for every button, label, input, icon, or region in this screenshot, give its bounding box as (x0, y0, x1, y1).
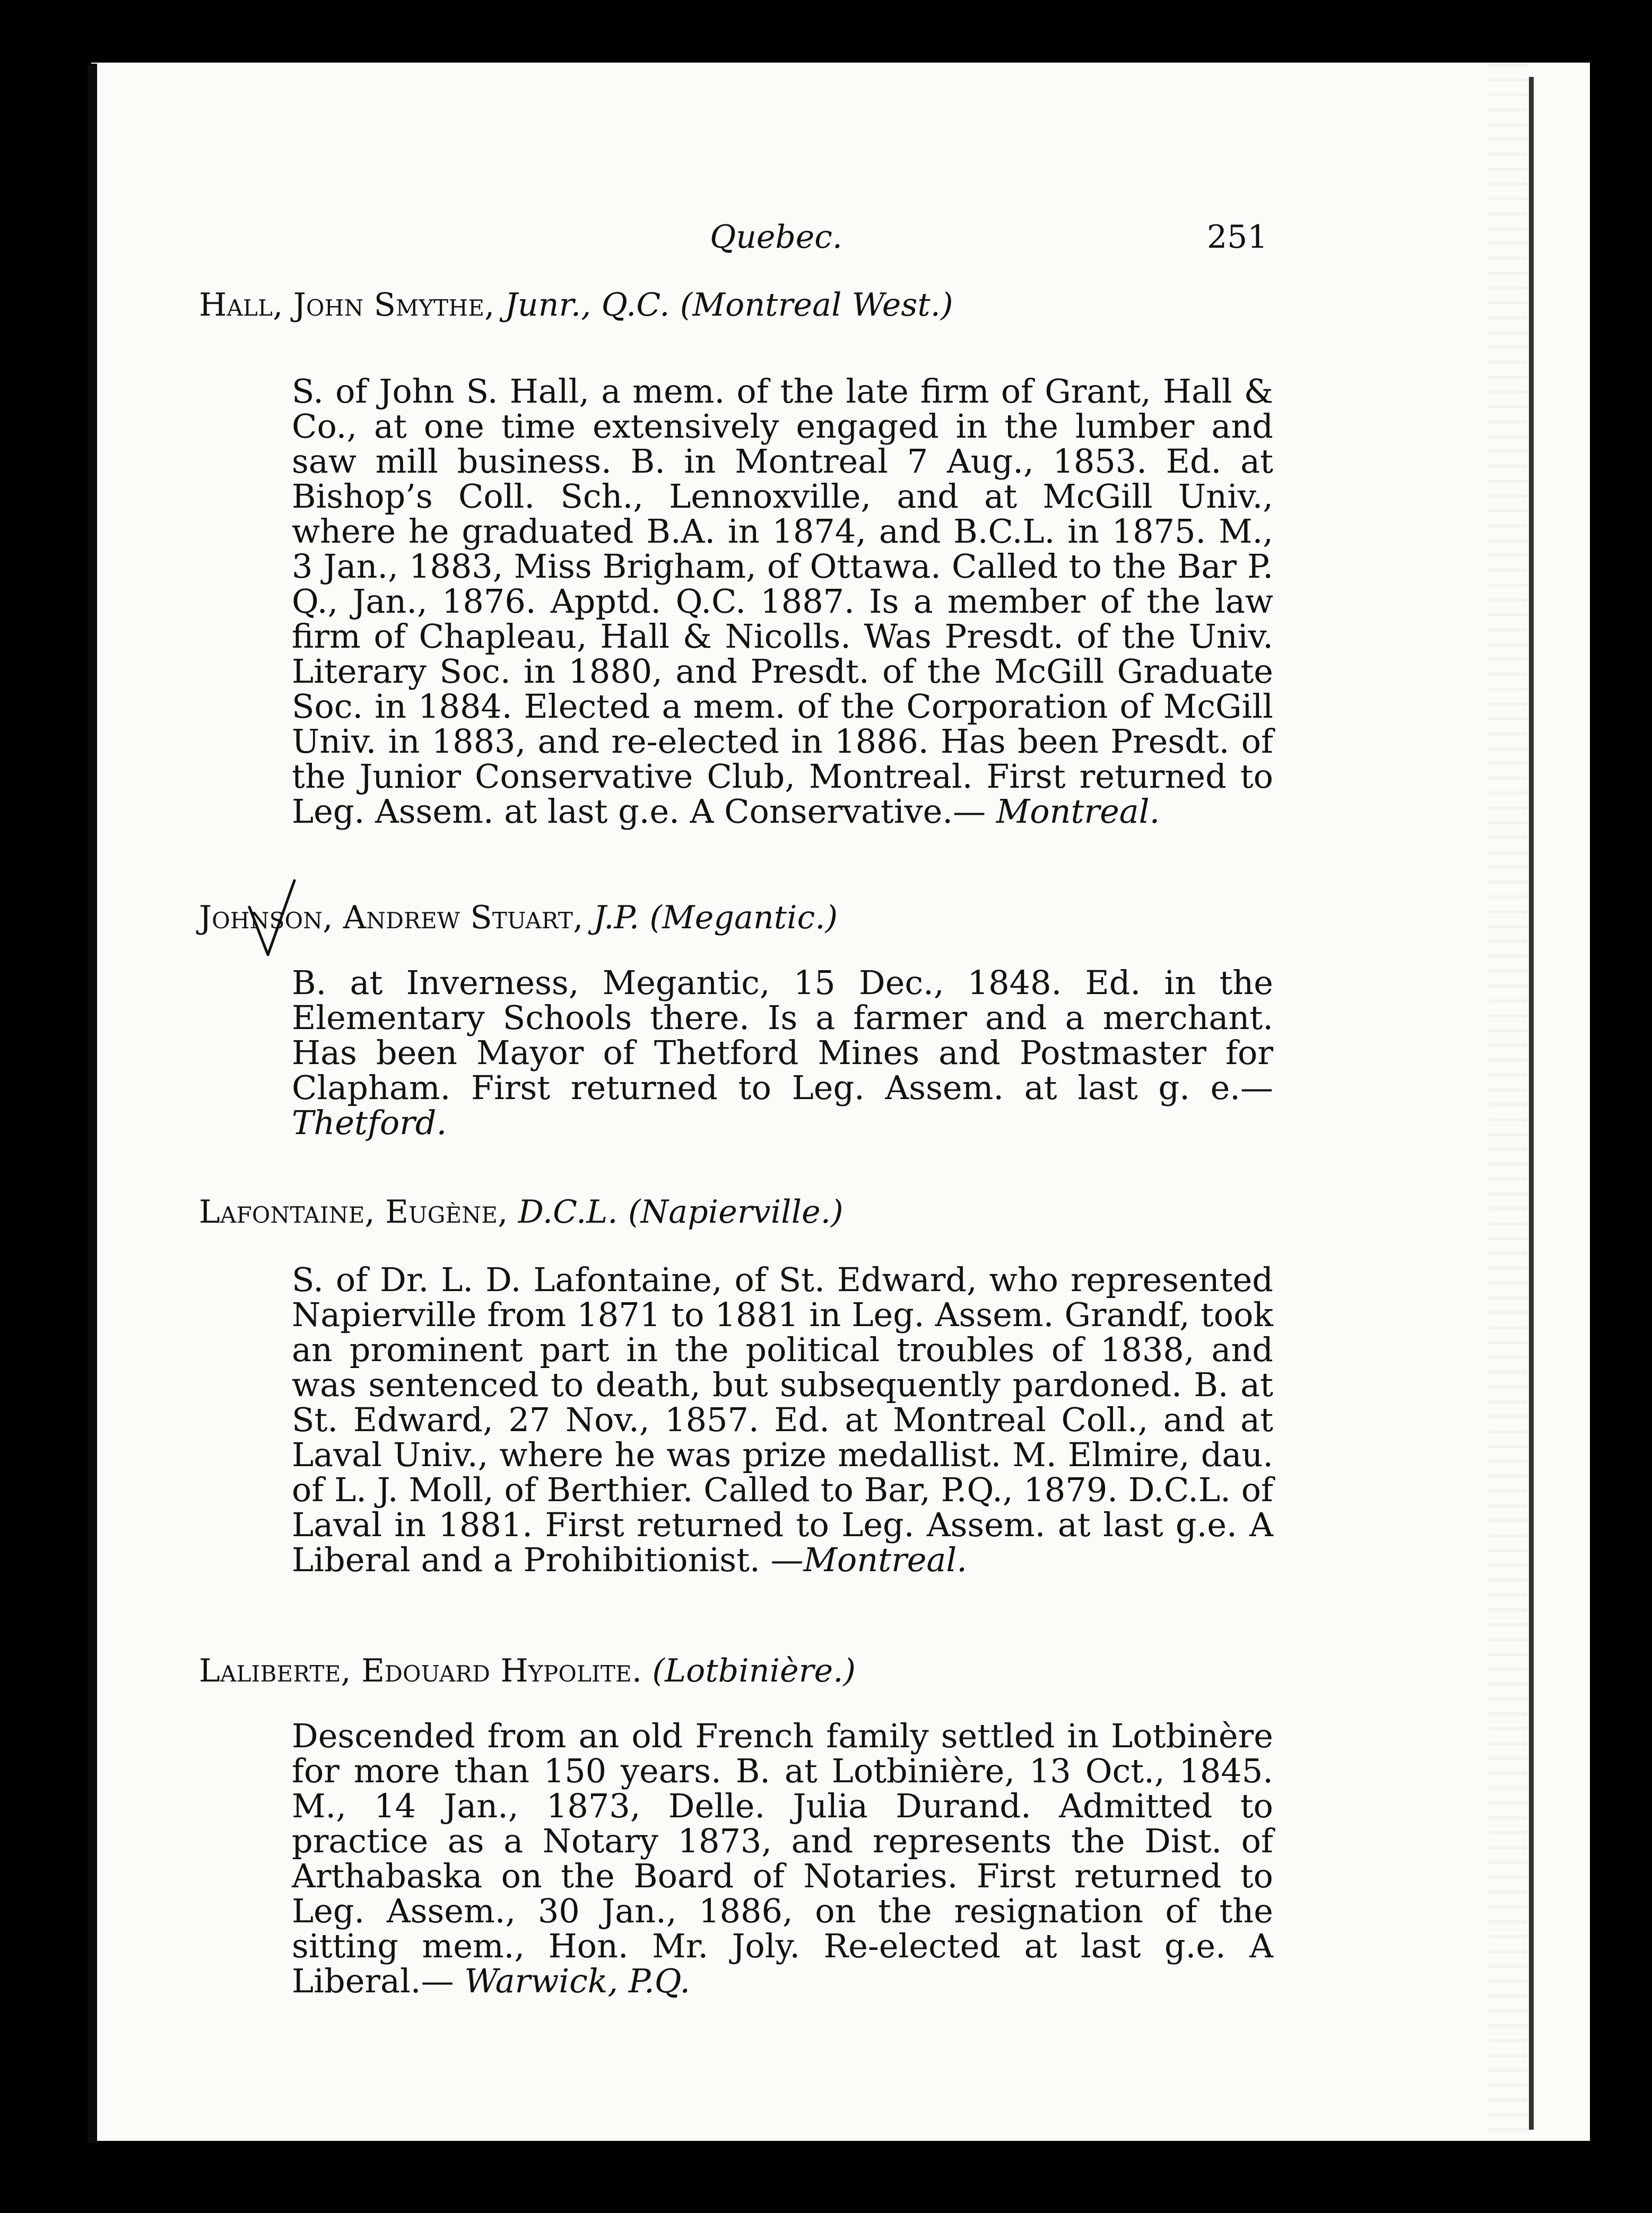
entry-constituency: (Megantic.) (649, 899, 838, 936)
page-number: 251 (1207, 219, 1268, 256)
entry-body-text: B. at Inverness, Megantic, 15 Dec., 1848. Ed. in the Elementary Schools there. Is a farmer and a merchant. Has been Mayor of Thetford Mines and Postmaster for Clapham. First returned to Leg. Assem. at last g. e.— (292, 963, 1273, 1107)
entry-given-names: Andrew Stuart, (343, 899, 584, 936)
entry-body-text: Descended from an old French family settled in Lotbinère for more than 150 years. B. at Lotbinière, 13 Oct., 1845. M., 14 Jan., 1873, Delle. Julia Durand. Admitted to practice as a Notary 1873, and represents the Dist. of Arthabaska on the Board of Notaries. First returned to Leg. Assem., 30 Jan., 1886, on the resignation of the sitting mem., Hon. Mr. Joly. Re-elected at last g.e. A Liberal.— (292, 1717, 1273, 2000)
entry-body-text: S. of John S. Hall, a mem. of the late firm of Grant, Hall & Co., at one time extensively engaged in the lumber and saw mill business. B. in Montreal 7 Aug., 1853. Ed. at Bishop’s Coll. Sch., Lennoxville, and at McGill Univ., where he graduated B.A. in 1874, and B.C.L. in 1875. M., 3 Jan., 1883, Miss Brigham, of Ottawa. Called to the Bar P. Q., Jan., 1876. Apptd. Q.C. 1887. Is a member of the law firm of Chapleau, Hall & Nicolls. Was Presdt. of the Univ. Literary Soc. in 1880, and Presdt. of the McGill Graduate Soc. in 1884. Elected a mem. of the Corporation of McGill Univ. in 1883, and re-elected in 1886. Has been Presdt. of the Junior Conservative Club, Montreal. First returned to Leg. Assem. at last g.e. A Conservative.— (292, 372, 1273, 831)
entry-heading (199, 286, 953, 324)
entry-residence: —Montreal. (770, 1540, 967, 1579)
entry-heading (199, 1652, 856, 1689)
entry-body (292, 965, 1273, 1140)
entry-residence: Montreal. (996, 792, 1160, 831)
entry-titles: J.P. (593, 899, 640, 936)
entry-surname: Johnson (199, 899, 323, 936)
entry-body (292, 1719, 1273, 1999)
entry-heading-separator: , (364, 1193, 386, 1231)
entry-residence: Warwick, P.Q. (464, 1962, 691, 2000)
right-page-edge (1529, 77, 1534, 2130)
page-edge-noise (1488, 64, 1528, 2132)
entry-body (292, 1262, 1273, 1578)
entry-heading-separator: , (273, 286, 293, 324)
entry-given-names: Edouard Hypolite. (361, 1652, 642, 1689)
entry-titles: Junr., Q.C. (505, 286, 670, 324)
binding-edge (88, 64, 97, 2143)
entry-residence: Thetford. (292, 1103, 447, 1142)
entry-titles: D.C.L. (518, 1193, 618, 1231)
entry-heading (199, 899, 838, 936)
entry-heading (199, 1193, 844, 1231)
entry-constituency: (Lotbinière.) (652, 1652, 856, 1689)
right-scan-border (1633, 0, 1652, 2213)
entry-constituency: (Napierville.) (628, 1193, 844, 1231)
binding-marks (0, 0, 48, 2213)
entry-surname: Lafontaine (199, 1193, 365, 1231)
entry-heading-separator: , (341, 1652, 362, 1689)
entry-constituency: (Montreal West.) (680, 286, 953, 324)
entry-heading-separator: , (323, 899, 343, 936)
entry-given-names: John Smythe, (293, 286, 495, 324)
entry-given-names: Eugène, (385, 1193, 508, 1231)
entry-body-text: S. of Dr. L. D. Lafontaine, of St. Edward, who represented Napierville from 1871 to 1881 in Leg. Assem. Grandf, took an prominent part in the political troubles of 1838, and was sentenced to death, but subsequently pardoned. B. at St. Edward, 27 Nov., 1857. Ed. at Montreal Coll., and at Laval Univ., where he was prize medallist. M. Elmire, dau. of L. J. Moll, of Berthier. Called to Bar, P.Q., 1879. D.C.L. of Laval in 1881. First returned to Leg. Assem. at last g.e. A Liberal and a Prohibitionist. (292, 1260, 1273, 1579)
entry-surname: Laliberte (199, 1652, 341, 1689)
entry-surname: Hall (199, 286, 273, 324)
running-title: Quebec. (710, 219, 842, 256)
entry-body (292, 374, 1273, 829)
